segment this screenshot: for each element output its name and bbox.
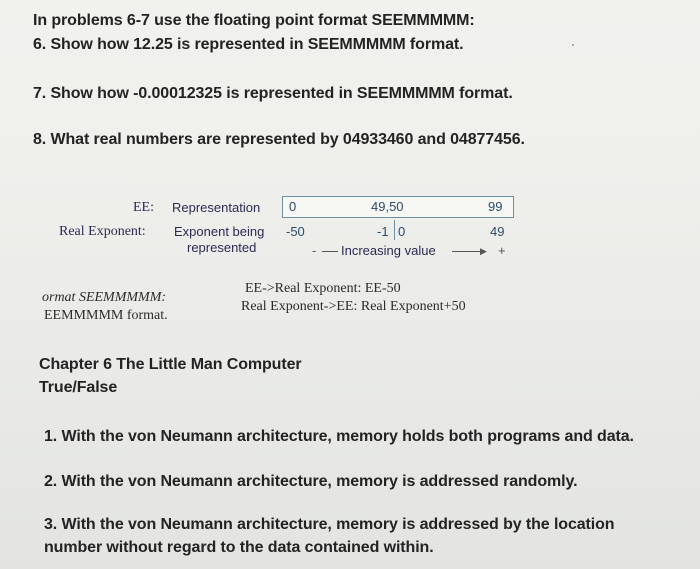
tf-item-1: 1. With the von Neumann architecture, memory holds both programs and data.	[44, 428, 634, 445]
real-exponent-label: Real Exponent:	[59, 224, 146, 239]
problems-intro: In problems 6-7 use the floating point format SEEMMMMM:	[33, 12, 475, 29]
question-6: 6. Show how 12.25 is represented in SEEMMMMM format.	[33, 36, 464, 53]
chapter-title: Chapter 6 The Little Man Computer	[39, 356, 302, 373]
chapter-subtitle: True/False	[39, 379, 118, 396]
arrowhead-icon: ▶	[480, 246, 487, 256]
tf-item-2: 2. With the von Neumann architecture, memory is addressed randomly.	[44, 473, 578, 490]
ee-label: EE:	[133, 200, 154, 215]
rep-value-max: 99	[488, 199, 503, 214]
exp-value-min: -50	[286, 224, 305, 239]
increasing-arrow-right	[452, 251, 482, 252]
speck	[572, 44, 574, 46]
exp-value-max: 49	[490, 224, 505, 239]
rep-value-min: 0	[289, 199, 297, 214]
tf-item-3: 3. With the von Neumann architecture, memory is addressed by the location	[44, 516, 615, 533]
scale-divider	[394, 220, 395, 240]
real-to-ee-rule: Real Exponent->EE: Real Exponent+50	[241, 299, 466, 314]
plus-sign: +	[498, 243, 506, 258]
increasing-value-label: Increasing value	[341, 243, 436, 258]
representation-scale	[282, 196, 514, 218]
tf-item-3-continued: number without regard to the data contained within.	[44, 539, 434, 556]
representation-label: Representation	[172, 200, 261, 215]
question-8: 8. What real numbers are represented by 04933460 and 04877456.	[33, 131, 525, 148]
exponent-being-label: Exponent being	[174, 224, 265, 239]
represented-label: represented	[187, 240, 257, 255]
minus-sign: -	[312, 243, 317, 258]
exp-value-zero: 0	[398, 224, 406, 239]
rep-value-mid: 49,50	[371, 199, 404, 214]
ee-to-real-rule: EE->Real Exponent: EE-50	[245, 281, 401, 296]
format-fragment-line1: ormat SEEMMMMM:	[42, 290, 167, 305]
format-fragment-line2: EEMMMMM format.	[44, 308, 168, 323]
exp-value-neg1: -1	[377, 224, 389, 239]
increasing-arrow-left	[322, 251, 338, 252]
question-7: 7. Show how -0.00012325 is represented in SEEMMMMM format.	[33, 85, 513, 102]
